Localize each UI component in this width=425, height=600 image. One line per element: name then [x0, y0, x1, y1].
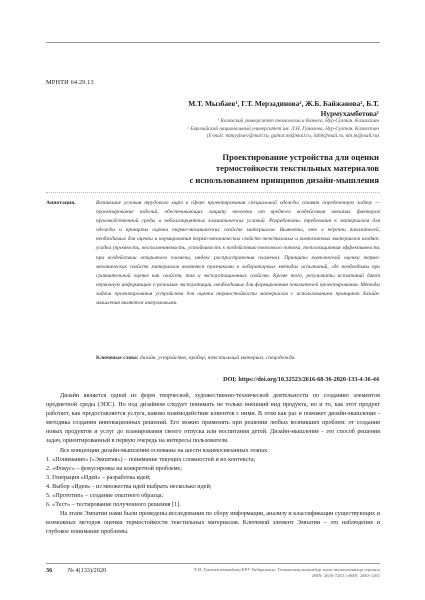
list-intro: Все концепции дизайн-мышления основаны на шести взаимосвязанных этапах:	[60, 447, 269, 454]
body-text	[46, 392, 380, 538]
intro-paragraph: Дизайн является одной из форм творческой, художественно-технической деятельности по созданию элементов предметной среды (ЭПС). Но под дизайном следует понимать не только внешний вид продукта, но и то, как этот продукт работает, как предоставляется услуга, каково взаимодействие клиентов с ними. В этом как раз и поможет дизайн-мышление - методика создания инновационных решений. Его можно применять при решении любых возникших проблем: от создания новых продуктов и услуг до планирования своего отпуска или воспитания детей. Дизайн-мышление - это способ решения задач, ориентированный в первую очередь на интересы пользователя.	[46, 393, 380, 445]
header-rule	[46, 42, 380, 43]
stages-list	[46, 456, 380, 511]
list-item: 6. «Тест» – тестирование полученного решения [1].	[46, 502, 181, 509]
doi-link[interactable]: DOI: https://doi.org/10.32523/2616-68-36-2020-133-4-36-44	[223, 376, 379, 383]
affiliation-email: (E-mail: mtmyzbaev@mail.ru, gulnar.mt@mail.ru, bzhb@mail.ru, nbt.m@mail.ru)	[206, 133, 379, 140]
page-footer	[46, 567, 380, 591]
abstract	[46, 199, 380, 308]
list-item: 3. Генерация «Идей» – разработка идей;	[46, 474, 151, 481]
journal-issn: ISSN: 2616-7263, eISSN: 2663-1261	[312, 573, 380, 578]
journal-name: Л.Н. Гумилев атындағы ЕҰУ Хабаршысы. Техникалық ғылымдар және технологиялар сериясы	[193, 567, 380, 572]
list-item: 2. «Фокус» – фокусировка на конкретной проблеме;	[46, 465, 182, 472]
affiliations	[119, 118, 379, 141]
affiliation-line: ¹ Казахский университет технологии и бизнеса, Нур-Султан, Казахстан	[217, 118, 379, 124]
udc-code: МРНТИ 64.29.13	[46, 79, 94, 86]
abstract-text: Возникшие условия трудового мира в сфере проектирования специальной одежды ставят определенную задачу — проектирование изделий, обеспечивающих защиту человека от вредного воздействия внешних факторов производственной среды и неблагоприятных климатических условий. Разработаны требования к материалам для одежды и принципы оценки термо-механических свойств материалов. Выявлены, что в перечни показателей, необходимых для оценки и нормирования термо-механических свойств текстильных и композитных материалов входят: усадка (прочность, воспламеняемость, устойчивость к воздействию теплового потока, теплозащитная эффективность при воздействии открытого пламени, индекс распространения пламени). Принципы комплексной оценки термо-механических свойств материалов являются признаками в лабораторных методах испытаний, где необходимы при сравнительной оценке как свойств, так и эксплуатационных свойств. Кроме того, результаты испытаний дают первичную информацию о режимах эксплуатации, необходимых для формирования показателей проектирования. Методы задачи проектирования устройства для оценки термостойкости материалов с использованием принципов дизайн-мышления являются актуальными.	[96, 200, 380, 307]
paper-title	[129, 152, 379, 186]
list-item: 1. «Понимание» («Эмпатия») – понимание текущих сложностей и их контекста;	[46, 456, 256, 463]
list-item: 4. Выбор «Идеи» - из множества идей выбрать несколько идей;	[46, 483, 212, 490]
authors: М.Т. Мызбаев¹, Г.Т. Мерзадинова², Ж.Б. Байжанова², Б.Т. Нурмухамбетова¹	[188, 99, 379, 118]
page-number: 36	[46, 567, 53, 574]
issue-number: № 4(133)/2020	[68, 567, 107, 574]
list-item: 5. «Прототип» – создание опытного образца;	[46, 493, 164, 500]
keywords-label: Ключевые слова:	[96, 355, 139, 361]
abstract-label: Аннотация.	[46, 200, 76, 206]
footer-rule	[46, 563, 380, 564]
abstract-section	[46, 192, 380, 308]
keywords	[96, 355, 380, 361]
title-line: с использованием принципов дизайн-мышления	[189, 174, 379, 185]
journal-citation	[190, 567, 380, 579]
title-line: термостойкости текстильных материалов	[216, 163, 379, 174]
affiliation-line: ² Евразийский национальный университет им. Л.Н. Гумилева, Нур-Султан, Казахстан	[187, 125, 379, 132]
after-paragraph: На этапе Эмпатии нами были проведены исследования по сбору информации, анализу и классификации существующих и возможных методов оценки термостойкости текстильных материалов. Ключевой элемент Эмпатии – это наблюдение и глубокое понимание проблемы.	[46, 511, 380, 536]
title-line: Проектирование устройства для оценки	[222, 152, 379, 162]
keywords-text: дизайн, устройство, прибор, текстильный материал, спецодежда.	[139, 355, 296, 361]
